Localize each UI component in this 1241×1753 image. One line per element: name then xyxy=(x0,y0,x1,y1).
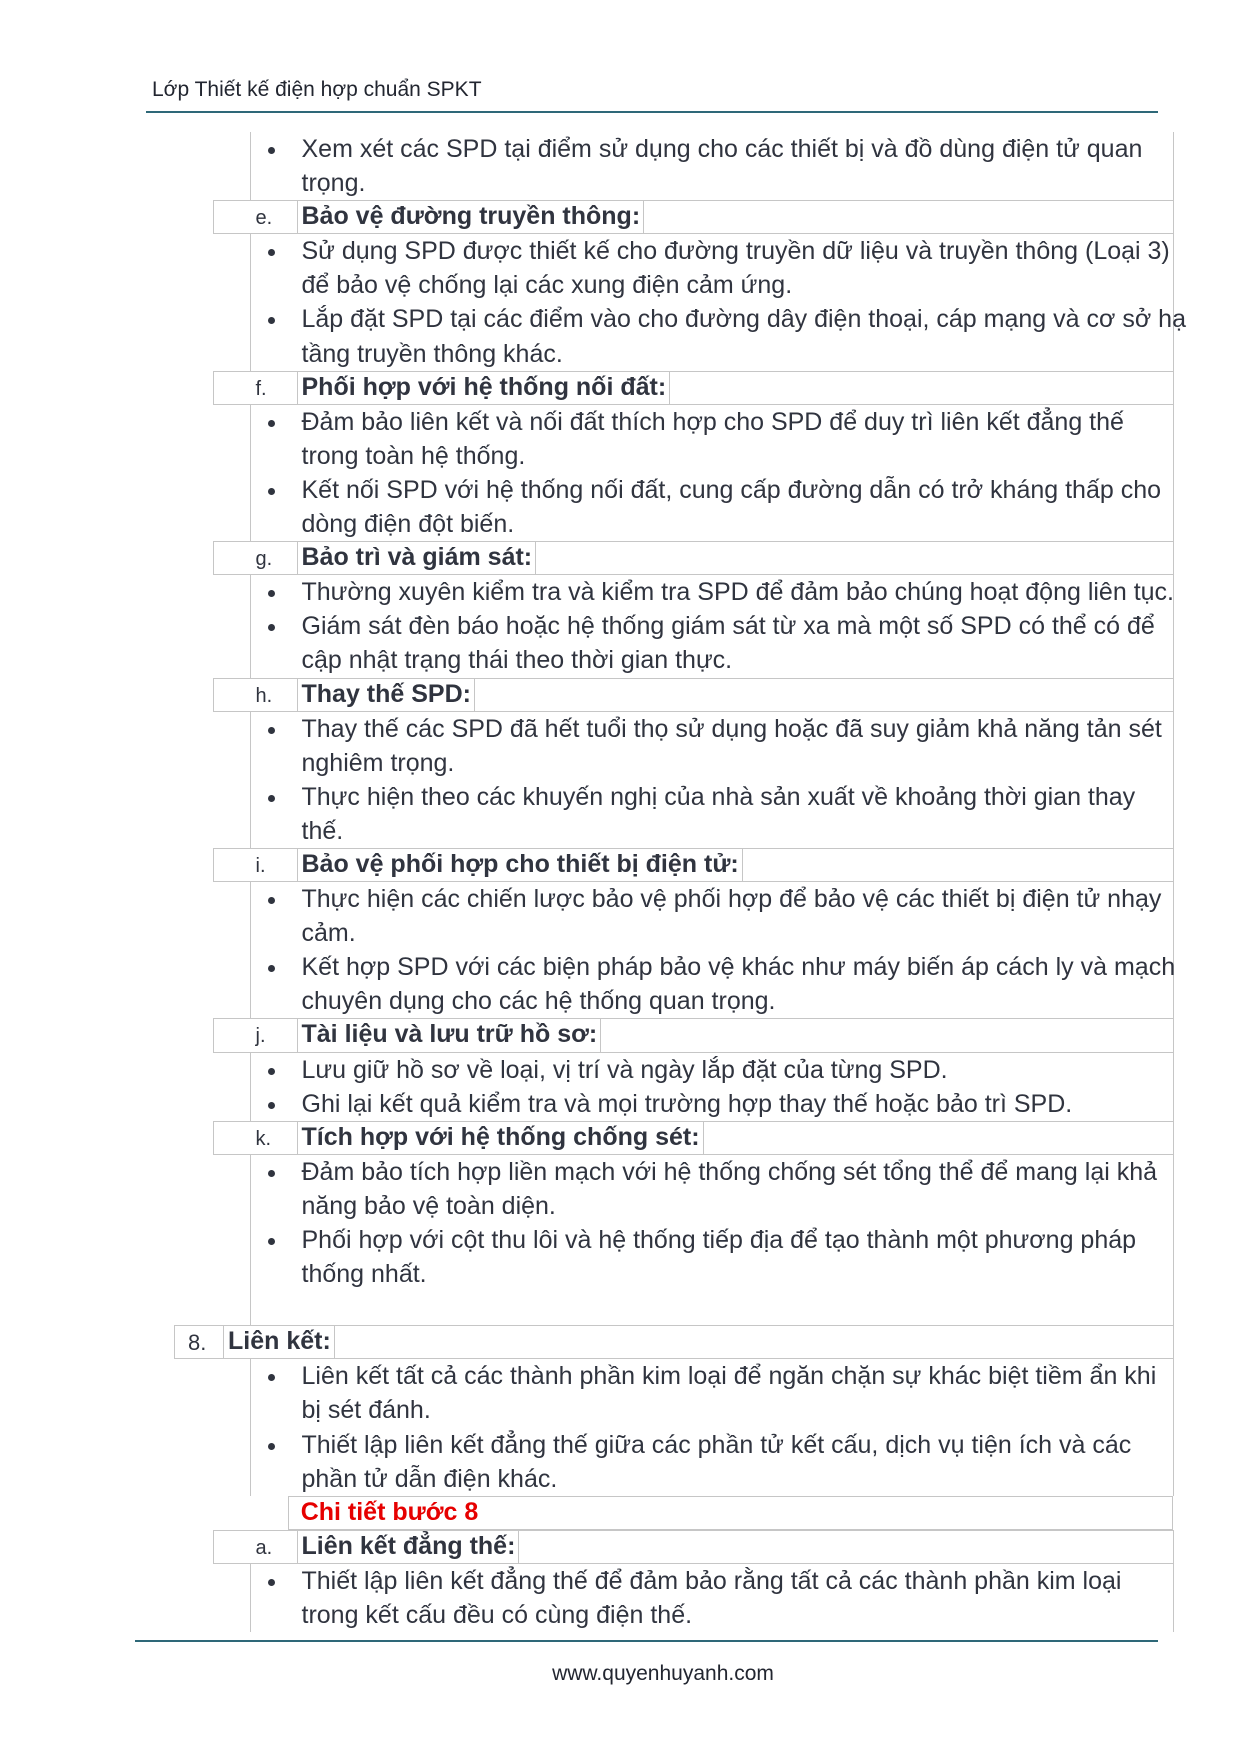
bullet-line xyxy=(251,1598,1173,1632)
bullet-text: Phối hợp với cột thu lôi và hệ thống tiếp địa để tạo thành một phương pháp xyxy=(301,1226,1137,1254)
section-title: Tài liệu và lưu trữ hồ sơ: xyxy=(297,1019,602,1051)
bullet-line xyxy=(251,1428,1173,1462)
bullet-block xyxy=(250,1564,1174,1632)
bullet-icon xyxy=(268,147,275,154)
bullet-icon xyxy=(268,488,275,495)
bullet-block xyxy=(250,1359,1174,1495)
bullet-text: Ghi lại kết quả kiểm tra và mọi trường hợp thay thế hoặc bảo trì SPD. xyxy=(301,1089,1073,1118)
bullet-text: Kết hợp SPD với các biện pháp bảo vệ khác như máy biến áp cách ly và mạch xyxy=(301,953,1176,982)
bullet-text: cảm. xyxy=(301,919,356,948)
bullet-text: Xem xét các SPD tại điểm sử dụng cho các thiết bị và đồ dùng điện tử quan xyxy=(301,135,1143,163)
section-label: j. xyxy=(255,1025,266,1048)
section-label: g. xyxy=(255,548,273,571)
bullet-line xyxy=(251,1053,1173,1087)
bullet-line xyxy=(251,1393,1173,1427)
section-heading-k xyxy=(213,1121,1174,1155)
bullet-line xyxy=(251,1223,1173,1257)
bullet-text: tầng truyền thông khác. xyxy=(301,339,563,368)
bullet-text: Đảm bảo liên kết và nối đất thích hợp cho SPD để duy trì liên kết đẳng thế xyxy=(301,407,1124,436)
bullet-text: trong kết cấu đều có cùng điện thế. xyxy=(301,1601,693,1630)
bullet-block xyxy=(250,712,1174,848)
bullet-line xyxy=(251,575,1173,609)
section-title: Bảo trì và giám sát: xyxy=(297,542,537,574)
bullet-icon xyxy=(268,1068,275,1075)
bullet-icon xyxy=(268,624,275,631)
detail-heading-text: Chi tiết bước 8 xyxy=(300,1497,479,1526)
bullet-text: cập nhật trạng thái theo thời gian thực. xyxy=(301,646,733,675)
bullet-text: Giám sát đèn báo hoặc hệ thống giám sát từ xa mà một số SPD có thể có để xyxy=(301,612,1155,641)
bullet-text: nghiêm trọng. xyxy=(301,748,455,777)
detail-heading xyxy=(288,1496,1174,1530)
bullet-line xyxy=(251,746,1173,780)
section-heading-g xyxy=(213,541,1174,575)
bullet-line xyxy=(251,439,1173,473)
bullet-text: Đảm bảo tích hợp liền mạch với hệ thống chống sét tổng thể để mang lại khả xyxy=(301,1157,1158,1186)
section-title: Bảo vệ phối hợp cho thiết bị điện tử: xyxy=(297,849,743,881)
bullet-block xyxy=(250,405,1174,541)
bullet-text: Kết nối SPD với hệ thống nối đất, cung cấp đường dẫn có trở kháng thấp cho xyxy=(301,475,1162,504)
bullet-line xyxy=(251,643,1173,677)
bullet-line xyxy=(251,1564,1173,1598)
section-heading-i xyxy=(213,848,1174,882)
bullet-line xyxy=(251,984,1173,1018)
bullet-line xyxy=(251,1155,1173,1189)
bullet-text: Lắp đặt SPD tại các điểm vào cho đường dây điện thoại, cáp mạng và cơ sở hạ xyxy=(301,305,1186,334)
bullet-icon xyxy=(268,590,275,597)
bullet-text: năng bảo vệ toàn diện. xyxy=(301,1191,556,1220)
footer-rule xyxy=(135,1640,1158,1642)
header-rule xyxy=(146,111,1158,113)
bullet-block xyxy=(250,1155,1174,1325)
step-label: 8. xyxy=(188,1330,207,1356)
bullet-line xyxy=(251,268,1173,302)
step-heading-8 xyxy=(174,1325,1174,1359)
step-title: Liên kết: xyxy=(223,1326,335,1358)
bullet-text: phần tử dẫn điện khác. xyxy=(301,1464,558,1493)
section-label: a. xyxy=(255,1536,273,1559)
section-label: h. xyxy=(255,684,273,707)
section-heading-j xyxy=(213,1018,1174,1052)
bullet-line xyxy=(251,712,1173,746)
bullet-line xyxy=(251,1462,1173,1496)
bullet-line xyxy=(251,1087,1173,1121)
bullet-text: thế. xyxy=(301,816,344,845)
section-title: Liên kết đẳng thế: xyxy=(297,1531,520,1563)
section-title: Bảo vệ đường truyền thông: xyxy=(297,201,645,233)
page-header-title: Lớp Thiết kế điện hợp chuẩn SPKT xyxy=(152,78,482,101)
section-heading-h xyxy=(213,678,1174,712)
bullet-line xyxy=(251,609,1173,643)
bullet-text: Thiết lập liên kết đẳng thế giữa các phần tử kết cấu, dịch vụ tiện ích và các xyxy=(301,1430,1132,1459)
bullet-icon xyxy=(268,965,275,972)
bullet-text: Thực hiện theo các khuyến nghị của nhà sản xuất về khoảng thời gian thay xyxy=(301,782,1136,811)
bullet-text: để bảo vệ chống lại các xung điện cảm ứng. xyxy=(301,271,793,300)
footer-website: www.quyenhuyanh.com xyxy=(552,1662,774,1685)
bullet-line xyxy=(251,1257,1173,1291)
bullet-block xyxy=(250,1053,1174,1121)
blank-line xyxy=(251,1291,1173,1325)
section-label: f. xyxy=(255,377,267,400)
content-area xyxy=(0,132,1241,1632)
bullet-line xyxy=(251,780,1173,814)
bullet-line xyxy=(251,234,1173,268)
bullet-text: Thiết lập liên kết đẳng thế để đảm bảo rằng tất cả các thành phần kim loại xyxy=(301,1566,1122,1595)
bullet-block xyxy=(250,234,1186,370)
bullet-text: Thường xuyên kiểm tra và kiểm tra SPD để đảm bảo chúng hoạt động liên tục. xyxy=(301,578,1174,607)
bullet-line xyxy=(251,507,1173,541)
bullet-line xyxy=(251,1359,1173,1393)
bullet-line xyxy=(251,337,1173,371)
bullet-icon xyxy=(268,1102,275,1109)
bullet-icon xyxy=(268,795,275,802)
section-title: Phối hợp với hệ thống nối đất: xyxy=(297,372,671,404)
bullet-block xyxy=(250,882,1174,1018)
bullet-icon xyxy=(268,1579,275,1586)
bullet-icon xyxy=(268,897,275,904)
bullet-line xyxy=(251,950,1176,984)
bullet-icon xyxy=(268,317,275,324)
section-label: k. xyxy=(255,1127,272,1150)
section-title: Thay thế SPD: xyxy=(297,679,475,711)
bullet-text: Lưu giữ hồ sơ về loại, vị trí và ngày lắp đặt của từng SPD. xyxy=(301,1055,948,1084)
bullet-line xyxy=(251,473,1173,507)
section-label: e. xyxy=(255,207,273,230)
bullet-text: dòng điện đột biến. xyxy=(301,510,515,539)
bullet-icon xyxy=(268,1443,275,1450)
bullet-block xyxy=(250,575,1174,677)
bullet-icon xyxy=(268,249,275,256)
bullet-icon xyxy=(268,420,275,427)
bullet-text: Thực hiện các chiến lược bảo vệ phối hợp để bảo vệ các thiết bị điện tử nhạy xyxy=(301,885,1162,914)
bullet-icon xyxy=(268,727,275,734)
bullet-line xyxy=(251,1189,1173,1223)
section-heading-a xyxy=(213,1530,1174,1564)
section-heading-f xyxy=(213,371,1174,405)
section-heading-e xyxy=(213,200,1174,234)
bullet-text: Liên kết tất cả các thành phần kim loại để ngăn chặn sự khác biệt tiềm ẩn khi xyxy=(301,1362,1157,1391)
bullet-line xyxy=(251,814,1173,848)
bullet-line xyxy=(251,405,1173,439)
bullet-line xyxy=(251,882,1173,916)
section-label: i. xyxy=(255,854,266,877)
bullet-text: trong toàn hệ thống. xyxy=(301,441,526,470)
section-title: Tích hợp với hệ thống chống sét: xyxy=(297,1122,704,1154)
bullet-text: trọng. xyxy=(301,169,366,198)
bullet-line xyxy=(251,132,1173,166)
bullet-text: bị sét đánh. xyxy=(301,1396,431,1425)
bullet-line xyxy=(251,302,1186,336)
bullet-block xyxy=(250,132,1174,200)
bullet-icon xyxy=(268,1170,275,1177)
bullet-icon xyxy=(268,1238,275,1245)
bullet-line xyxy=(251,166,1173,200)
bullet-text: chuyên dụng cho các hệ thống quan trọng. xyxy=(301,987,776,1016)
bullet-line xyxy=(251,916,1173,950)
bullet-text: Thay thế các SPD đã hết tuổi thọ sử dụng hoặc đã suy giảm khả năng tản sét xyxy=(301,714,1162,743)
bullet-text: thống nhất. xyxy=(301,1260,427,1289)
bullet-icon xyxy=(268,1374,275,1381)
bullet-text: Sử dụng SPD được thiết kế cho đường truyền dữ liệu và truyền thông (Loại 3) xyxy=(301,237,1170,266)
